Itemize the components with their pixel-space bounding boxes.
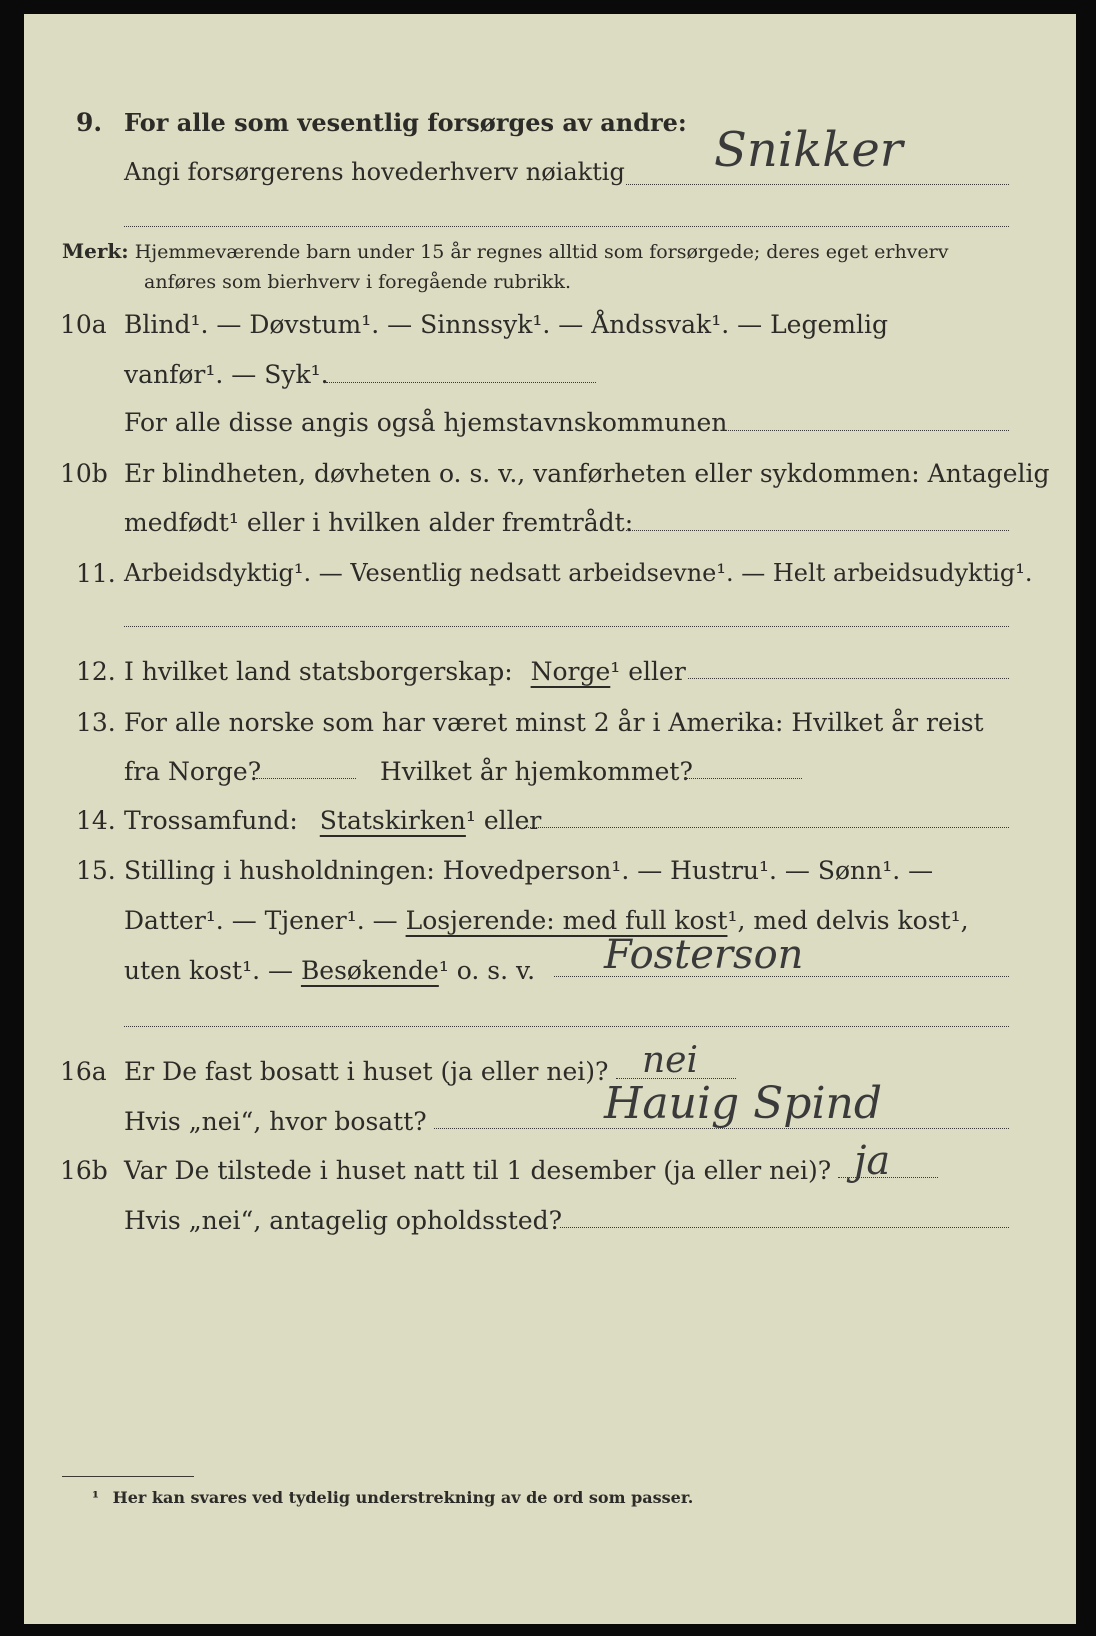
q10b-line2: medfødt¹ eller i hvilken alder fremtrådt: xyxy=(124,508,634,537)
q15-line3a: uten kost¹. — xyxy=(124,956,293,985)
q10b-line1: Er blindheten, døvheten o. s. v., vanførheten eller sykdommen: Antagelig xyxy=(124,459,1050,488)
q14-post: ¹ eller xyxy=(465,806,542,835)
q16b-number: 16b xyxy=(60,1156,108,1185)
footnote xyxy=(92,1488,693,1507)
q14-number: 14. xyxy=(76,806,116,835)
q12-pre: I hvilket land statsborgerskap: xyxy=(124,657,513,686)
q15-line2 xyxy=(124,906,969,935)
q10a-syk-line xyxy=(326,382,596,383)
q9-extra-line xyxy=(124,226,1009,227)
q15-line1: Stilling i husholdningen: Hovedperson¹. — Hustru¹. — Sønn¹. — xyxy=(124,856,934,885)
census-form-page xyxy=(24,14,1076,1624)
q15-besokende-underlined: Besøkende xyxy=(300,956,439,985)
q10a-number: 10a xyxy=(60,310,107,339)
q13-line1: For alle norske som har været minst 2 år i Amerika: Hvilket år reist xyxy=(124,708,984,737)
q15-line2b: ¹, med delvis kost¹, xyxy=(727,906,969,935)
q10a-line2: vanfør¹. — Syk¹. xyxy=(124,360,329,389)
q15-handwritten-answer: Fosterson xyxy=(604,932,804,978)
q10b-answer-line xyxy=(626,530,1009,531)
q14-line xyxy=(124,806,541,835)
q11-number: 11. xyxy=(76,559,116,588)
q13-number: 13. xyxy=(76,708,116,737)
q12-line xyxy=(124,657,686,686)
q16b-handwritten-answer1: ja xyxy=(854,1138,891,1184)
q12-post: ¹ eller xyxy=(610,657,686,686)
footnote-mark: ¹ xyxy=(92,1488,100,1507)
q12-number: 12. xyxy=(76,657,116,686)
q12-norge-underlined: Norge xyxy=(530,657,611,686)
q16a-number: 16a xyxy=(60,1057,107,1086)
q10a-line3: For alle disse angis også hjemstavnskommunen xyxy=(124,408,728,437)
q14-answer-line xyxy=(524,827,1009,828)
q15-line3 xyxy=(124,956,535,985)
q12-answer-line xyxy=(688,678,1009,679)
q10a-kommune-line xyxy=(722,430,1009,431)
q10a-line1: Blind¹. — Døvstum¹. — Sinnssyk¹. — Åndssvak¹. — Legemlig xyxy=(124,310,888,339)
q9-line2: Angi forsørgerens hovederhverv nøiaktig xyxy=(124,158,625,186)
q9-handwritten-answer: Snikker xyxy=(714,122,903,178)
merk-label: Merk: xyxy=(62,239,129,263)
merk-text2: anføres som bierhverv i foregående rubrikk. xyxy=(144,271,572,293)
merk-text1: Hjemmeværende barn under 15 år regnes alltid som forsørgede; deres eget erhverv xyxy=(134,241,949,263)
q15-number: 15. xyxy=(76,856,116,885)
q14-statskirken-underlined: Statskirken xyxy=(319,806,466,835)
q10b-number: 10b xyxy=(60,459,108,488)
q16b-line1: Var De tilstede i huset natt til 1 desember (ja eller nei)? xyxy=(124,1156,832,1185)
merk-note xyxy=(62,236,1022,297)
q15-line2a: Datter¹. — Tjener¹. — xyxy=(124,906,398,935)
q9-number: 9. xyxy=(76,108,103,137)
q16a-line2: Hvis „nei“, hvor bosatt? xyxy=(124,1107,427,1136)
q13-hjem-line xyxy=(684,778,802,779)
q13-reist-line xyxy=(256,778,356,779)
q16a-handwritten-answer1: nei xyxy=(642,1040,699,1081)
q9-line1: For alle som vesentlig forsørges av andre: xyxy=(124,108,687,137)
q16a-handwritten-answer2: Hauig Spind xyxy=(604,1078,883,1129)
q11-line1: Arbeidsdyktig¹. — Vesentlig nedsatt arbeidsevne¹. — Helt arbeidsudyktig¹. xyxy=(124,559,1033,587)
q11-answer-line xyxy=(124,626,1009,627)
q15-extra-line xyxy=(124,1026,1009,1027)
q15-line3b: ¹ o. s. v. xyxy=(438,956,536,985)
q15-losjerende-underlined: Losjerende: med full kost xyxy=(405,906,728,935)
q13-line2a: fra Norge? xyxy=(124,757,262,786)
q16b-answer2-line xyxy=(560,1227,1009,1228)
footnote-text: Her kan svares ved tydelig understrekning av de ord som passer. xyxy=(112,1488,694,1507)
q16b-line2: Hvis „nei“, antagelig opholdssted? xyxy=(124,1206,563,1235)
q14-pre: Trossamfund: xyxy=(124,806,298,835)
footnote-rule xyxy=(62,1476,194,1477)
q16a-line1: Er De fast bosatt i huset (ja eller nei)? xyxy=(124,1057,609,1086)
q9-answer-line xyxy=(626,184,1009,185)
q13-line2b: Hvilket år hjemkommet? xyxy=(380,757,693,786)
